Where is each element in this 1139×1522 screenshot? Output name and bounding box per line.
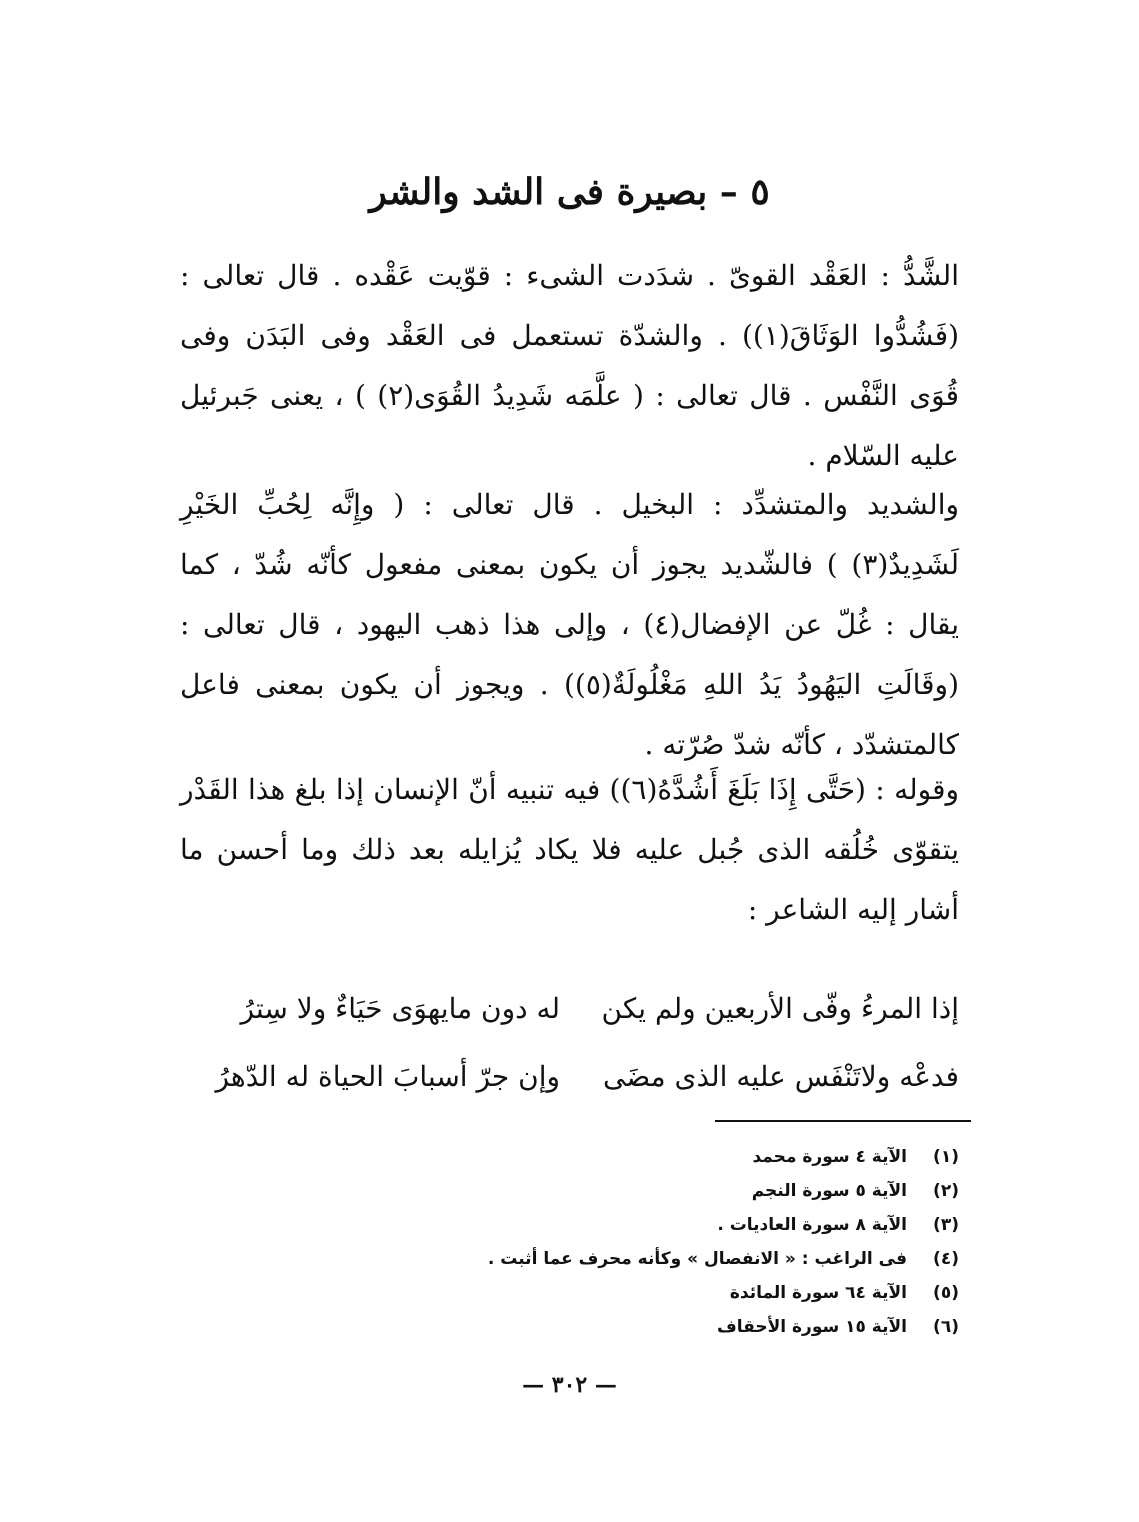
footnotes [180, 1140, 959, 1344]
poem-verse-2 [180, 1046, 959, 1108]
paragraph-text: والشديد والمتشدِّد : البخيل . قال تعالى : ( وإِنَّه لِحُبِّ الخَيْرِ لَشَدِيدٌ(٣) ) فالشّديد يجوز أن يكون بمعنى مفعول كأنّه شُدّ ، كما يقال : غُلّ عن الإفضال(٤) ، وإلى هذا ذهب اليهود ، قال تعالى : (وقَالَتِ اليَهُودُ يَدُ اللهِ مَغْلُولَةٌ(٥)) . ويجوز أن يكون بمعنى فاعل كالمتشدّد ، كأنّه شدّ صُرّته . [180, 488, 959, 761]
footnote-item [180, 1174, 959, 1208]
footnote-item [180, 1208, 959, 1242]
footnote-item [180, 1140, 959, 1174]
footnote-item [180, 1310, 959, 1344]
verse-second-hemistich: وإن جرّ أسبابَ الحياة له الدّهرُ [215, 1060, 560, 1093]
footnote-number: (٦) [933, 1317, 959, 1337]
footnote-item [180, 1276, 959, 1310]
paragraph-1 [180, 246, 959, 486]
footnote-number: (٤) [933, 1249, 959, 1269]
footnote-text: الآية ٥ سورة النجم [751, 1181, 907, 1201]
footnote-number: (٥) [933, 1283, 959, 1303]
footnote-text: الآية ٦٤ سورة المائدة [729, 1283, 907, 1303]
footnote-text: الآية ٤ سورة محمد [752, 1147, 907, 1167]
paragraph-3 [180, 760, 959, 940]
poem-verse-1 [180, 978, 959, 1040]
page-number: — ٣٠٢ — [522, 1372, 617, 1398]
paragraph-text: وقوله : (حَتَّى إِذَا بَلَغَ أَشُدَّهُ(٦)) فيه تنبيه أنّ الإنسان إذا بلغ هذا القَدْر يتقوّى خُلُقه الذى جُبل عليه فلا يكاد يُزايله بعد ذلك وما أحسن ما أشار إليه الشاعر : [180, 773, 959, 926]
footnote-number: (١) [933, 1147, 959, 1167]
footnote-number: (٢) [933, 1181, 959, 1201]
footnote-item [180, 1242, 959, 1276]
paragraph-2 [180, 475, 959, 775]
footnote-text: فى الراغب : « الانفصال » وكأنه محرف عما أثبت . [487, 1249, 907, 1269]
verse-second-hemistich: له دون مايهوَى حَيَاءٌ ولا سِترُ [240, 992, 560, 1025]
footnote-number: (٣) [933, 1215, 959, 1235]
footnote-text: الآية ٨ سورة العاديات . [717, 1215, 907, 1235]
paragraph-text: الشَّدُّ : العَقْد القوىّ . شدَدت الشىء : قوّيت عَقْده . قال تعالى : (فَشُدُّوا الوَثَاقَ(١)) . والشدّة تستعمل فى العَقْد وفى البَدَن وفى قُوَى النَّفْس . قال تعالى : ( علَّمَه شَدِيدُ القُوَى(٢) ) ، يعنى جَبرئيل عليه السّلام . [180, 259, 959, 472]
footnote-text: الآية ١٥ سورة الأحقاف [716, 1317, 907, 1337]
footnote-divider [715, 1120, 971, 1122]
verse-first-hemistich: فدعْه ولاتَنْفَس عليه الذى مضَى [603, 1060, 959, 1093]
section-title: ٥ – بصيرة فى الشد والشر [369, 171, 770, 213]
verse-first-hemistich: إذا المرءُ وفّى الأربعين ولم يكن [601, 992, 959, 1025]
